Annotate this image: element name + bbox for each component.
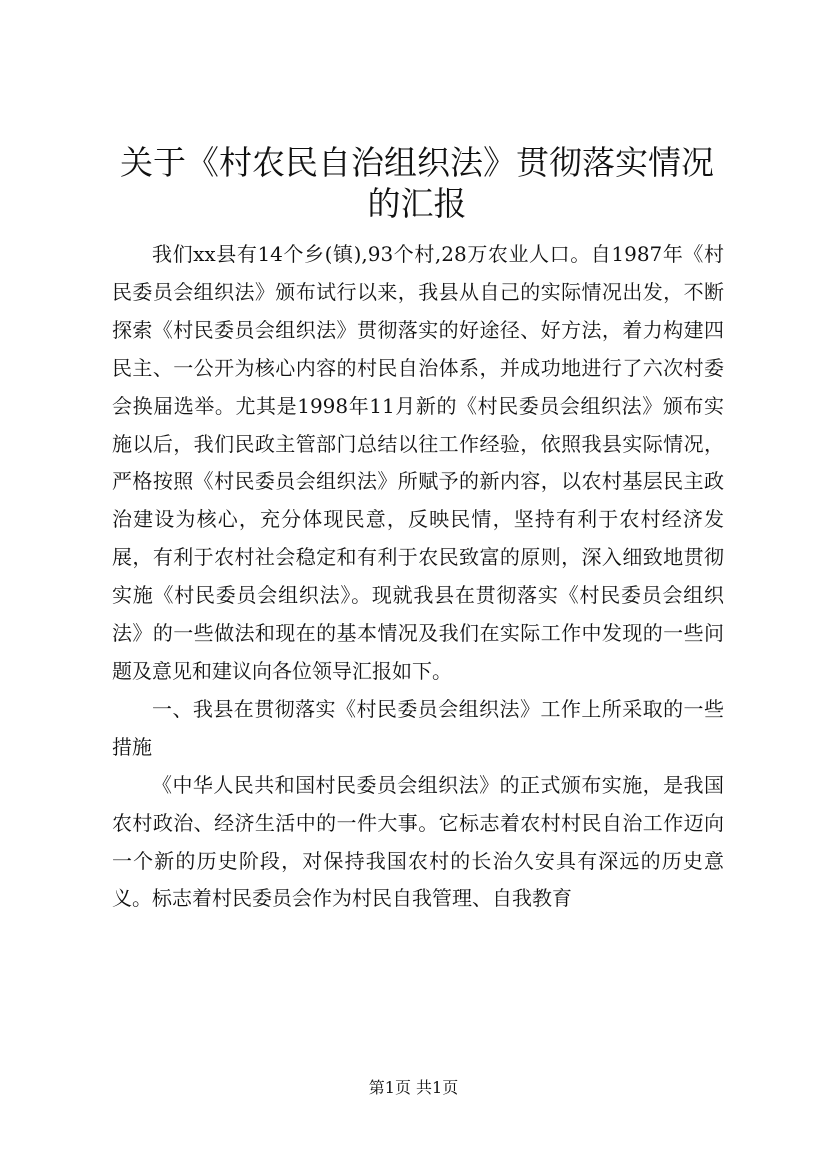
page-footer: 第1页 共1页 [368, 1078, 459, 1097]
document-body [112, 236, 724, 918]
section-heading: 一、我县在贯彻落实《村民委员会组织法》工作上所采取的一些措施 [112, 696, 724, 759]
body-paragraph-1: 我们xx县有14个乡(镇),93个村,28万农业人口。自1987年《村民委员会组织法》颁布试行以来，我县从自己的实际情况出发，不断探索《村民委员会组织法》贯彻落实的好途径、好方法，着力构建四民主、一公开为核心内容的村民自治体系，并成功地进行了六次村委会换届选举。尤其是1998年11月新的《村民委员会组织法》颁布实施以后，我们民政主管部门总结以往工作经验，依照我县实际情况，严格按照《村民委员会组织法》所赋予的新内容，以农村基层民主政治建设为核心，充分体现民意，反映民情，坚持有利于农村经济发展，有利于农村社会稳定和有利于农民致富的原则，深入细致地贯彻实施《村民委员会组织法》。现就我县在贯彻落实《村民委员会组织法》的一些做法和现在的基本情况及我们在实际工作中发现的一些问题及意见和建议向各位领导汇报如下。 [112, 242, 724, 683]
body-paragraph-2: 《中华人民共和国村民委员会组织法》的正式颁布实施，是我国农村政治、经济生活中的一件大事。它标志着农村村民自治工作迈向一个新的历史阶段，对保持我国农村的长治久安具有深远的历史意义。标志着村民委员会作为村民自我管理、自我教育 [112, 772, 724, 911]
document-title: 关于《村农民自治组织法》贯彻落实情况的汇报 [120, 143, 714, 223]
